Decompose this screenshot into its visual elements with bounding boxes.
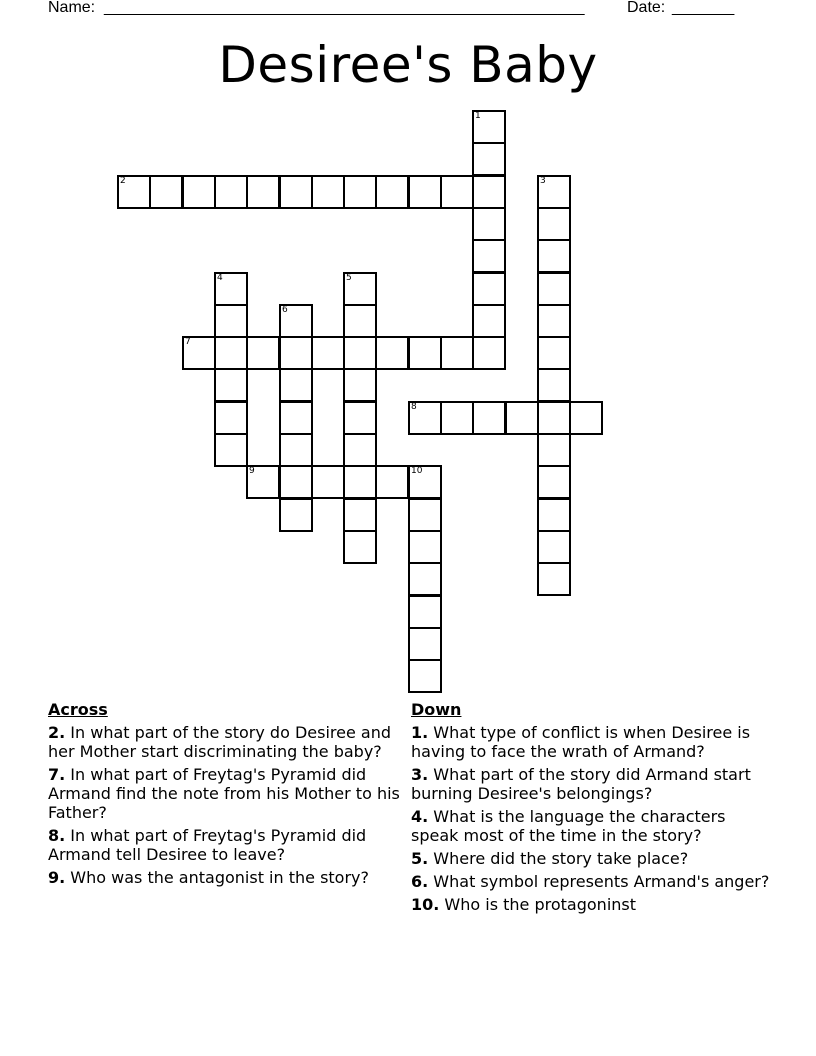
grid-cell[interactable] [472, 239, 506, 273]
down-clue-list [411, 723, 771, 914]
clue-number: 8 [411, 402, 417, 412]
clue-number: 3 [540, 176, 546, 186]
grid-cell[interactable] [279, 465, 313, 499]
across-clue-list [48, 723, 408, 887]
clue-text: Who was the antagonist in the story? [65, 868, 369, 887]
grid-cell[interactable] [246, 465, 280, 499]
grid-cell[interactable] [472, 110, 506, 144]
grid-cell[interactable] [569, 401, 603, 435]
grid-cell[interactable] [408, 595, 442, 629]
grid-cell[interactable] [537, 530, 571, 564]
grid-cell[interactable] [537, 433, 571, 467]
clue-number: 1. [411, 723, 429, 742]
clue-number: 4 [217, 273, 223, 283]
grid-cell[interactable] [408, 530, 442, 564]
grid-cell[interactable] [214, 368, 248, 402]
grid-cell[interactable] [440, 336, 474, 370]
across-clues [48, 700, 408, 891]
grid-cell[interactable] [440, 175, 474, 209]
name-label: Name: [48, 0, 96, 16]
clue-text: Where did the story take place? [428, 849, 689, 868]
grid-cell[interactable] [408, 627, 442, 661]
grid-cell[interactable] [375, 336, 409, 370]
grid-cell[interactable] [343, 433, 377, 467]
grid-cell[interactable] [375, 175, 409, 209]
grid-cell[interactable] [246, 175, 280, 209]
clue-number: 3. [411, 765, 429, 784]
grid-cell[interactable] [214, 272, 248, 306]
grid-cell[interactable] [149, 175, 183, 209]
down-clue [411, 895, 771, 914]
clue-number: 10. [411, 895, 440, 914]
grid-cell[interactable] [214, 433, 248, 467]
clue-text: In what part of Freytag's Pyramid did Armand tell Desiree to leave? [48, 826, 367, 864]
grid-cell[interactable] [375, 465, 409, 499]
clue-text: What symbol represents Armand's anger? [428, 872, 770, 891]
grid-cell[interactable] [214, 336, 248, 370]
across-clue [48, 868, 408, 887]
clue-number: 6 [282, 305, 288, 315]
grid-cell[interactable] [279, 498, 313, 532]
down-clues [411, 700, 771, 918]
grid-cell[interactable] [408, 659, 442, 693]
grid-cell[interactable] [472, 401, 506, 435]
grid-cell[interactable] [537, 498, 571, 532]
down-clue [411, 849, 771, 868]
grid-cell[interactable] [472, 175, 506, 209]
clue-text: Who is the protagoninst [439, 895, 637, 914]
grid-cell[interactable] [214, 175, 248, 209]
grid-cell[interactable] [408, 175, 442, 209]
clue-number: 7. [48, 765, 66, 784]
grid-cell[interactable] [311, 465, 345, 499]
grid-cell[interactable] [279, 433, 313, 467]
clue-number: 2. [48, 723, 66, 742]
grid-cell[interactable] [537, 465, 571, 499]
grid-cell[interactable] [537, 239, 571, 273]
clue-number: 5. [411, 849, 429, 868]
down-clue [411, 807, 771, 845]
grid-cell[interactable] [182, 336, 216, 370]
clue-number: 1 [475, 111, 481, 121]
grid-cell[interactable] [279, 336, 313, 370]
grid-cell[interactable] [537, 368, 571, 402]
grid-cell[interactable] [537, 336, 571, 370]
grid-cell[interactable] [343, 498, 377, 532]
grid-cell[interactable] [472, 272, 506, 306]
across-clue [48, 723, 408, 761]
grid-cell[interactable] [343, 530, 377, 564]
clue-number: 4. [411, 807, 429, 826]
across-heading: Across [48, 700, 108, 719]
clue-number: 6. [411, 872, 429, 891]
grid-cell[interactable] [537, 207, 571, 241]
puzzle-title: Desiree's Baby [218, 36, 598, 94]
grid-cell[interactable] [246, 336, 280, 370]
grid-cell[interactable] [408, 562, 442, 596]
name-blank[interactable]: ______________________________________________________ [104, 0, 585, 16]
grid-cell[interactable] [311, 336, 345, 370]
grid-cell[interactable] [343, 401, 377, 435]
grid-cell[interactable] [214, 401, 248, 435]
grid-cell[interactable] [214, 304, 248, 338]
grid-cell[interactable] [537, 175, 571, 209]
grid-cell[interactable] [343, 272, 377, 306]
clue-number: 7 [185, 337, 191, 347]
grid-cell[interactable] [472, 207, 506, 241]
grid-cell[interactable] [408, 498, 442, 532]
grid-cell[interactable] [311, 175, 345, 209]
grid-cell[interactable] [537, 401, 571, 435]
grid-cell[interactable] [343, 304, 377, 338]
grid-cell[interactable] [343, 175, 377, 209]
across-clue [48, 765, 408, 822]
clue-text: What is the language the characters speak most of the time in the story? [411, 807, 726, 845]
clue-text: What part of the story did Armand start burning Desiree's belongings? [411, 765, 751, 803]
grid-cell[interactable] [279, 304, 313, 338]
grid-cell[interactable] [408, 465, 442, 499]
grid-cell[interactable] [472, 304, 506, 338]
grid-cell[interactable] [440, 401, 474, 435]
down-heading: Down [411, 700, 462, 719]
grid-cell[interactable] [279, 175, 313, 209]
grid-cell[interactable] [505, 401, 539, 435]
clue-text: In what part of the story do Desiree and her Mother start discriminating the baby? [48, 723, 391, 761]
grid-cell[interactable] [408, 336, 442, 370]
grid-cell[interactable] [182, 175, 216, 209]
grid-cell[interactable] [408, 401, 442, 435]
grid-cell[interactable] [117, 175, 151, 209]
grid-cell[interactable] [343, 465, 377, 499]
clue-number: 10 [411, 466, 423, 476]
date-blank[interactable]: _______ [672, 0, 735, 16]
grid-cell[interactable] [343, 368, 377, 402]
clue-text: In what part of Freytag's Pyramid did Armand find the note from his Mother to his Father? [48, 765, 400, 822]
across-clue [48, 826, 408, 864]
down-clue [411, 872, 771, 891]
grid-cell[interactable] [537, 272, 571, 306]
date-label: Date: [627, 0, 666, 16]
down-clue [411, 765, 771, 803]
clue-number: 9. [48, 868, 66, 887]
grid-cell[interactable] [343, 336, 377, 370]
down-clue [411, 723, 771, 761]
grid-cell[interactable] [537, 562, 571, 596]
clue-number: 8. [48, 826, 66, 845]
clue-number: 5 [346, 273, 352, 283]
grid-cell[interactable] [537, 304, 571, 338]
clue-number: 2 [120, 176, 126, 186]
grid-cell[interactable] [472, 142, 506, 176]
clue-text: What type of conflict is when Desiree is having to face the wrath of Armand? [411, 723, 751, 761]
clue-number: 9 [249, 466, 255, 476]
grid-cell[interactable] [472, 336, 506, 370]
grid-cell[interactable] [279, 401, 313, 435]
grid-cell[interactable] [279, 368, 313, 402]
